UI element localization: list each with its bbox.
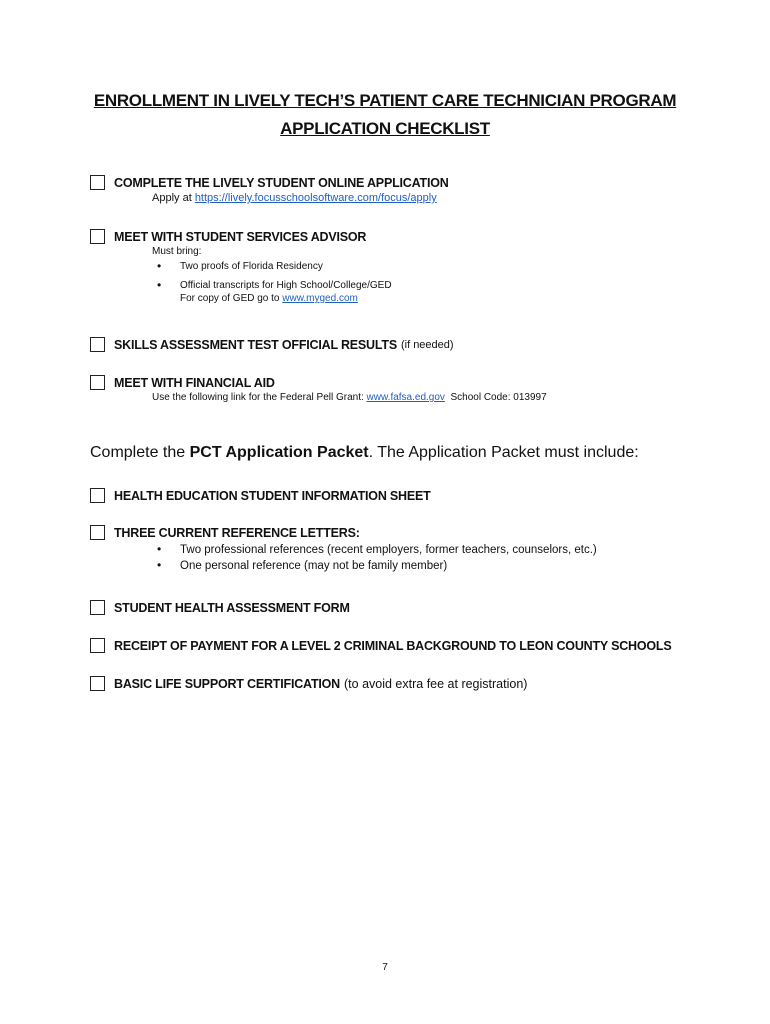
item-subtext <box>152 392 750 403</box>
bullet-item: • One personal reference (may not be family member) <box>152 560 750 572</box>
item-label: HEALTH EDUCATION STUDENT INFORMATION SHEET <box>114 488 431 503</box>
must-bring-text: Must bring: <box>152 246 202 257</box>
packet-item-reference-letters <box>90 525 750 576</box>
bullet-list <box>152 544 750 572</box>
subtext-prefix: Apply at <box>152 192 195 204</box>
school-code: School Code: 013997 <box>450 392 547 403</box>
checkbox[interactable] <box>90 229 105 244</box>
bullet-list <box>152 261 750 304</box>
item-label: MEET WITH FINANCIAL AID <box>114 375 275 390</box>
ged-prefix: For copy of GED go to <box>180 293 283 304</box>
document-title-line1: ENROLLMENT IN LIVELY TECH’S PATIENT CARE TECHNICIAN PROGRAM <box>93 91 677 110</box>
checkbox[interactable] <box>90 175 105 190</box>
item-note: (if needed) <box>400 338 454 351</box>
packet-item-health-info-sheet <box>90 488 750 503</box>
item-label: COMPLETE THE LIVELY STUDENT ONLINE APPLICATION <box>114 175 449 190</box>
item-label: MEET WITH STUDENT SERVICES ADVISOR <box>114 229 367 244</box>
document-title-line2: APPLICATION CHECKLIST <box>280 119 490 138</box>
packet-intro <box>90 444 639 462</box>
item-label: SKILLS ASSESSMENT TEST OFFICIAL RESULTS <box>114 337 397 352</box>
checkbox[interactable] <box>90 638 105 653</box>
ged-link[interactable]: www.myged.com <box>282 293 358 304</box>
packet-suffix: . The Application Packet must include: <box>368 444 639 461</box>
packet-prefix: Complete the <box>90 444 190 461</box>
item-label: THREE CURRENT REFERENCE LETTERS: <box>114 525 360 540</box>
online-application-link[interactable]: https://lively.focusschoolsoftware.com/focus/apply <box>194 192 437 204</box>
packet-item-bls-certification <box>90 676 750 691</box>
item-subtext <box>152 192 750 204</box>
checklist-item-online-application <box>90 175 750 204</box>
bullet-item <box>152 280 750 304</box>
checkbox[interactable] <box>90 600 105 615</box>
bullet-item: • Two proofs of Florida Residency <box>152 261 750 272</box>
checkbox[interactable] <box>90 488 105 503</box>
checkbox[interactable] <box>90 525 105 540</box>
bullet-text: Official transcripts for High School/College/GED <box>180 280 392 291</box>
packet-bold: PCT Application Packet <box>189 444 369 461</box>
bullet-item: • Two professional references (recent employers, former teachers, counselors, etc.) <box>152 544 750 556</box>
checkbox[interactable] <box>90 375 105 390</box>
page-number: 7 <box>382 962 388 973</box>
subtext-prefix: Use the following link for the Federal Pell Grant: <box>152 392 367 403</box>
checkbox[interactable] <box>90 337 105 352</box>
packet-item-health-assessment-form <box>90 600 750 615</box>
item-label: RECEIPT OF PAYMENT FOR A LEVEL 2 CRIMINAL BACKGROUND TO LEON COUNTY SCHOOLS <box>114 638 672 653</box>
fafsa-link[interactable]: www.fafsa.ed.gov <box>366 392 445 403</box>
item-label: STUDENT HEALTH ASSESSMENT FORM <box>114 600 350 615</box>
checklist-item-financial-aid <box>90 375 750 403</box>
item-note: (to avoid extra fee at registration) <box>344 676 528 691</box>
checklist-item-skills-assessment <box>90 337 750 352</box>
checkbox[interactable] <box>90 676 105 691</box>
ged-note <box>180 293 750 304</box>
item-label: BASIC LIFE SUPPORT CERTIFICATION <box>114 676 341 691</box>
checklist-item-advisor <box>90 229 750 312</box>
packet-item-background-receipt <box>90 638 750 653</box>
